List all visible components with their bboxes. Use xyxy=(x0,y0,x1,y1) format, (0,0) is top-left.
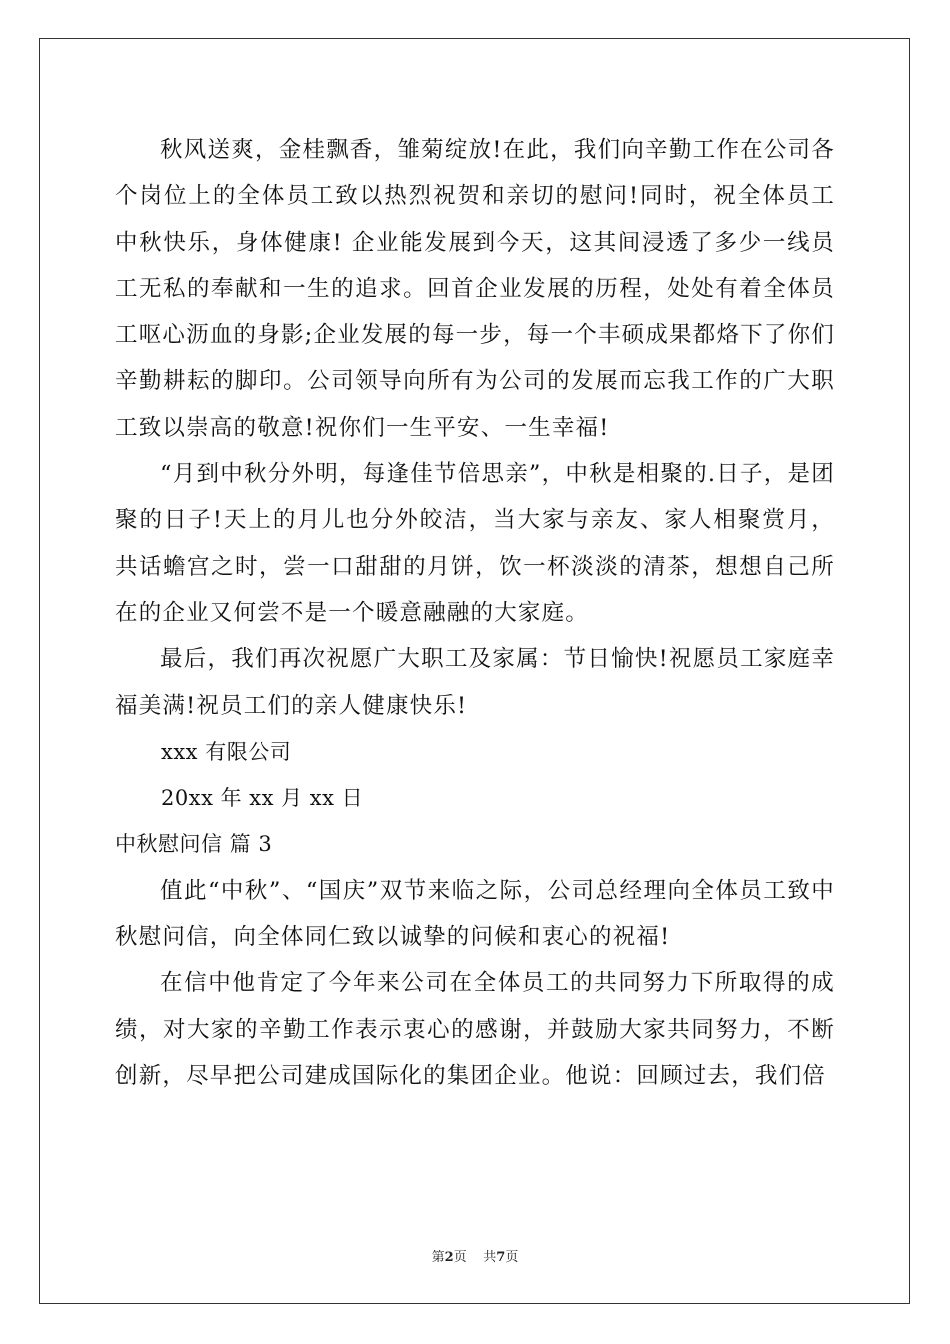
page-footer xyxy=(0,1246,950,1265)
total-prefix: 共 xyxy=(483,1250,497,1265)
paragraph: 最后，我们再次祝愿广大职工及家属：节日愉快!祝愿员工家庭幸福美满!祝员工们的亲人健康快乐! xyxy=(115,646,835,719)
page-number: 2 xyxy=(444,1250,454,1265)
signature-company: xxx 有限公司 xyxy=(161,739,292,764)
paragraph: “月到中秋分外明，每逢佳节倍思亲”，中秋是相聚的.日子，是团聚的日子!天上的月儿也分外皎洁，当大家与亲友、家人相聚赏月，共话蟾宫之时，尝一口甜甜的月饼，饮一杯淡淡的清茶，想想自己所在的企业又何尝不是一个暖意融融的大家庭。 xyxy=(115,461,835,626)
paragraph: 在信中他肯定了今年来公司在全体员工的共同努力下所取得的成绩，对大家的辛勤工作表示衷心的感谢，并鼓励大家共同努力，不断创新，尽早把公司建成国际化的集团企业。他说：回顾过去，我们倍 xyxy=(115,970,835,1089)
paragraph: 值此“中秋”、“国庆”双节来临之际，公司总经理向全体员工致中秋慰问信，向全体同仁致以诚挚的问候和衷心的祝福! xyxy=(115,877,835,951)
signature-date: 20xx 年 xx 月 xx 日 xyxy=(161,786,364,811)
total-pages: 7 xyxy=(496,1250,506,1265)
page-prefix: 第 xyxy=(431,1250,445,1265)
total-suffix: 页 xyxy=(505,1250,519,1265)
section-heading: 中秋慰问信 篇 3 xyxy=(115,832,273,857)
document-body xyxy=(115,127,835,1099)
paragraph: 秋风送爽，金桂飘香，雏菊绽放!在此，我们向辛勤工作在公司各个岗位上的全体员工致以热烈祝贺和亲切的慰问!同时，祝全体员工中秋快乐，身体健康! 企业能发展到今天，这其间浸透了多少一线员工无私的奉献和一生的追求。回首企业发展的历程，处处有着全体员工呕心沥血的身影;企业发展的每一步，每一个丰硕成果都烙下了你们辛勤耕耘的脚印。公司领导向所有为公司的发展而忘我工作的广大职工致以崇高的敬意!祝你们一生平安、一生幸福! xyxy=(115,137,835,441)
page-suffix: 页 xyxy=(453,1250,467,1265)
